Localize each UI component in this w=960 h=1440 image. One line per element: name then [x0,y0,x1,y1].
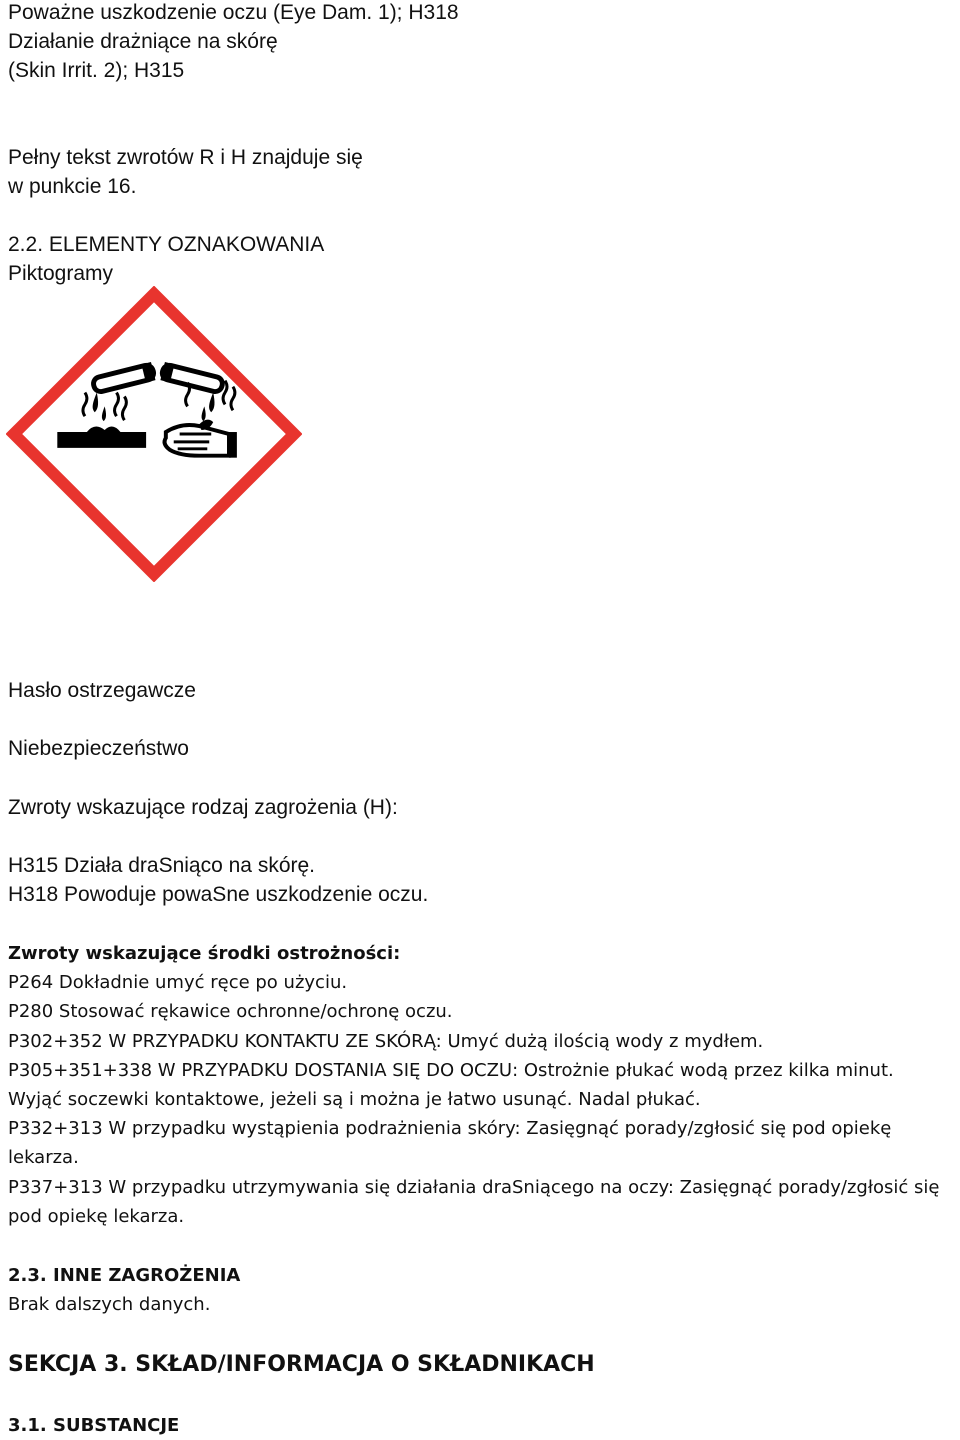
fulltext-note-line2: w punkcie 16. [8,175,137,198]
h-statements-label: Zwroty wskazujące rodzaj zagrożenia (H): [8,796,398,819]
section3-title: SEKCJA 3. SKŁAD/INFORMACJA O SKŁADNIKACH [8,1352,595,1377]
other-hazards-text: Brak dalszych danych. [8,1294,211,1315]
pictograms-label: Piktogramy [8,262,114,285]
p-statement-p302: P302+352 W PRZYPADKU KONTAKTU ZE SKÓRĄ: Umyć dużą ilością wody z mydłem. [8,1031,764,1052]
p-statement-p305-continued: Wyjąć soczewki kontaktowe, jeżeli są i można je łatwo usunąć. Nadal płukać. [8,1089,701,1110]
p-statement-p337: P337+313 W przypadku utrzymywania się działania draSniącego na oczy: Zasięgnąć porady/zgłosić się pod opiekę lekarza. [8,1177,940,1227]
fulltext-note-line1: Pełny tekst zwrotów R i H znajduje się [8,146,363,169]
classification-eye-dam: Poważne uszkodzenie oczu (Eye Dam. 1); H318 [8,1,459,24]
signal-word: Niebezpieczeństwo [8,737,189,760]
label-elements-heading: 2.2. ELEMENTY OZNAKOWANIA [8,233,325,256]
h-statement-h318: H318 Powoduje powaSne uszkodzenie oczu. [8,883,429,906]
p-statement-p264: P264 Dokładnie umyć ręce po użyciu. [8,972,348,993]
corrosion-icon [6,286,302,582]
p-statement-p280: P280 Stosować rękawice ochronne/ochronę oczu. [8,1001,453,1022]
h-statement-h315: H315 Działa draSniąco na skórę. [8,854,316,877]
signal-word-label: Hasło ostrzegawcze [8,679,196,702]
p-statement-p305: P305+351+338 W PRZYPADKU DOSTANIA SIĘ DO OCZU: Ostrożnie płukać wodą przez kilka minut. [8,1060,894,1081]
p-statement-p332: P332+313 W przypadku wystąpienia podrażnienia skóry: Zasięgnąć porady/zgłosić się pod opiekę lekarza. [8,1118,892,1168]
classification-skin-irrit-code: (Skin Irrit. 2); H315 [8,59,185,82]
classification-skin-irrit: Działanie drażniące na skórę [8,30,278,53]
other-hazards-heading: 2.3. INNE ZAGROŻENIA [8,1265,241,1286]
p-statements-label: Zwroty wskazujące środki ostrożności: [8,943,401,964]
section3-subheading: 3.1. SUBSTANCJE [8,1415,180,1436]
